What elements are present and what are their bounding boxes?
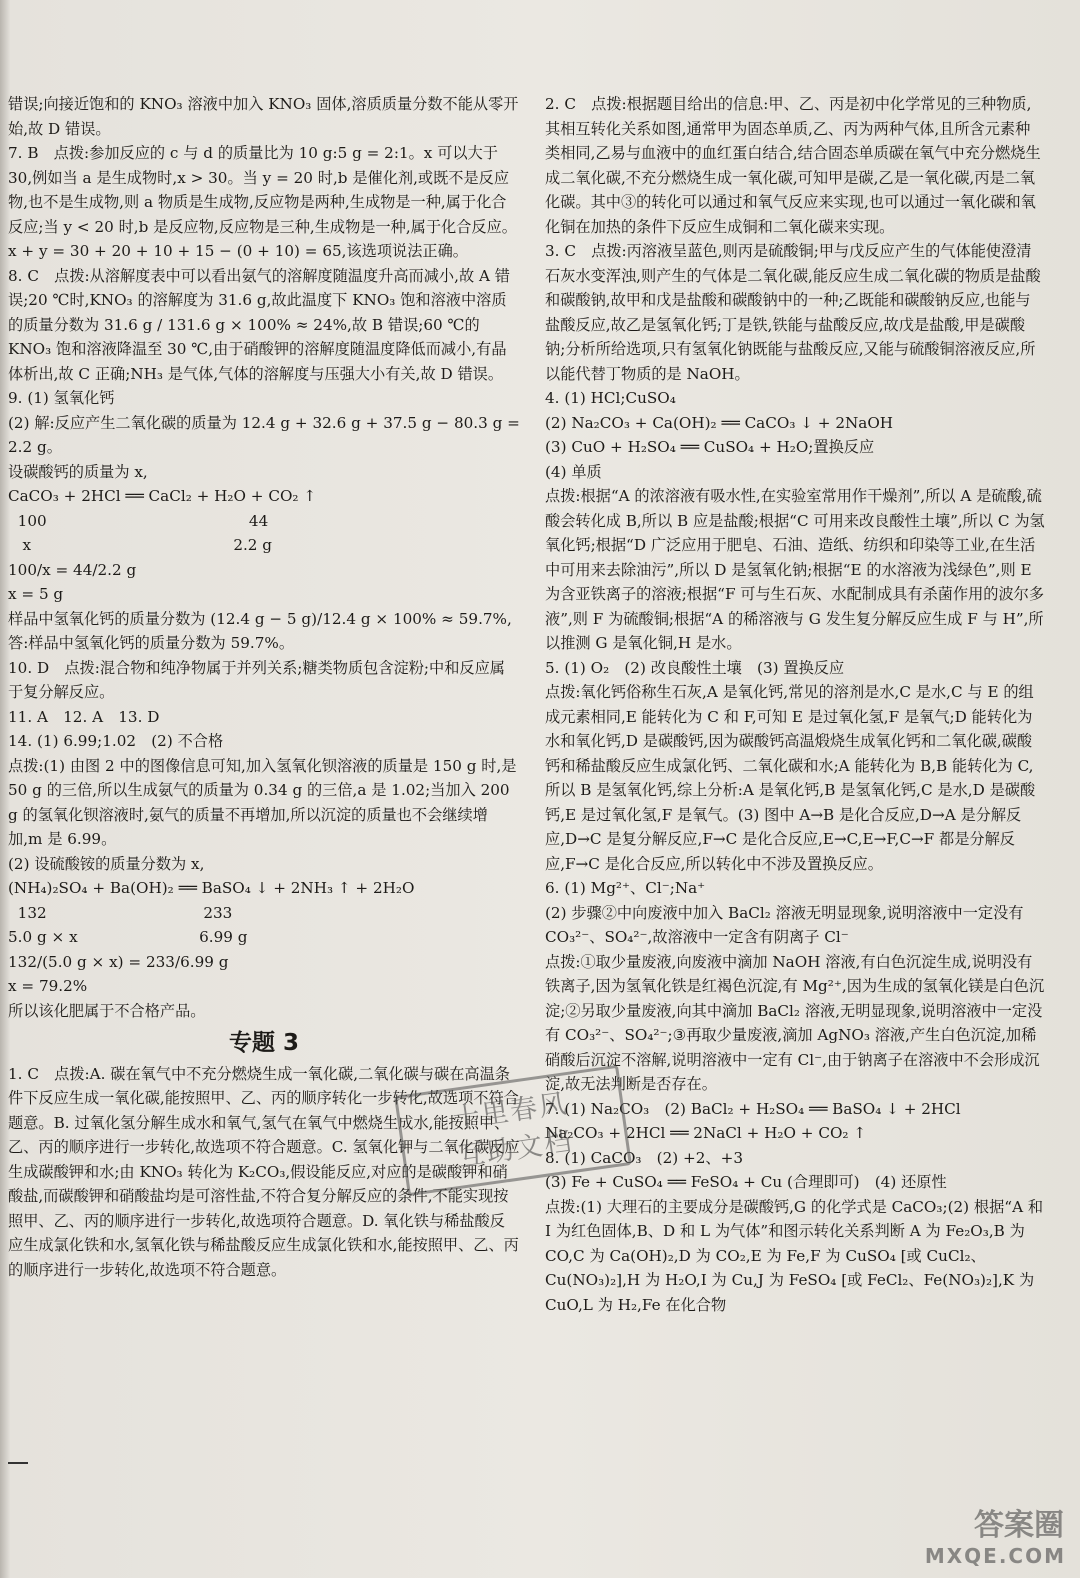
topic3-answer-4-3: (3) CuO + H₂SO₄ ══ CuSO₄ + H₂O;置换反应 [545, 438, 875, 456]
answer-9-conclusion: 答:样品中氢氧化钙的质量分数为 59.7%。 [8, 634, 295, 652]
footer-rule [8, 1462, 28, 1464]
answer-14: 14. (1) 6.99;1.02 (2) 不合格 [8, 732, 224, 750]
topic3-answer-8-3: (3) Fe + CuSO₄ ══ FeSO₄ + Cu (合理即可) (4) 还原性 [545, 1173, 947, 1191]
answer-9-2: (2) 解:反应产生二氧化碳的质量为 12.4 g + 32.6 g + 37.5 g − 80.3 g = 2.2 g。 [8, 413, 525, 456]
topic3-answer-4-1: 4. (1) HCl;CuSO₄ [545, 389, 676, 407]
x-result: x = 5 g [8, 585, 64, 603]
topic3-answer-8-hint: 点拨:(1) 大理石的主要成分是碳酸钙,G 的化学式是 CaCO₃;(2) 根据“A 和 I 为红色固体,B、D 和 L 为气体”和图示转化关系判断 A 为 Fe₂O₃,B 为 CO,C 为 Ca(OH)₂,D 为 CO₂,E 为 Fe,F 为 CuSO₄ [或 CuCl₂、Cu(NO₃)₂],H 为 H₂O,I 为 Cu,J 为 FeSO₄ [或 FeCl₂、Fe(NO₃)₂],K 为 CuO,L 为 H₂,Fe 在化合物 [545, 1197, 1048, 1314]
topic3-answer-6-2: (2) 步骤②中向废液中加入 BaCl₂ 溶液无明显现象,说明溶液中一定没有 CO₃²⁻、SO₄²⁻,故溶液中一定含有阴离子 Cl⁻ [545, 903, 1029, 946]
watermark-logo-icon: 答案圈 [974, 1508, 1064, 1543]
x-result-ammonium: x = 79.2% [8, 977, 88, 995]
equation-ratio-top: 100 44 [8, 511, 269, 530]
equation-ammonium: (NH₄)₂SO₄ + Ba(OH)₂ ══ BaSO₄ ↓ + 2NH₃ ↑ + 2H₂O [8, 879, 415, 897]
stamp-line-2: 互助文档 [455, 1125, 576, 1173]
topic3-answer-2: 2. C 点拨:根据题目给出的信息:甲、乙、丙是初中化学常见的三种物质,其相互转化关系如图,通常甲为固态单质,乙、丙为两种气体,且所含元素种类相同,乙易与血液中的血红蛋白结合,结合固态单质碳在氧气中充分燃烧生成二氧化碳,不充分燃烧生成一氧化碳,可知甲是碳,乙是一氧化碳,丙是二氧化碳。其中③的转化可以通过和氧气反应来实现,也可以通过一氧化碳和氧化铜在加热的条件下反应生成铜和二氧化碳来实现。 [545, 95, 1041, 236]
topic3-answer-4-hint: 点拨:根据“A 的浓溶液有吸水性,在实验室常用作干燥剂”,所以 A 是硫酸,硫酸会转化成 B,所以 B 应是盐酸;根据“C 可用来改良酸性土壤”,所以 C 为氢氧化钙;根据“D 广泛应用于肥皂、石油、造纸、纺织和印染等工业,在生活中可用来去除油污”,所以 D 是氢氧化钠;根据“E 的水溶液为浅绿色”,则 E 为含亚铁离子的溶液;根据“F 可与生石灰、水配制成具有杀菌作用的波尔多液”,则 F 为硫酸铜;根据“A 的稀溶液与 G 发生复分解反应生成 F 与 H”,所以推测 G 是氧化铜,H 是水。 [545, 487, 1045, 652]
topic3-answer-5-hint: 点拨:氧化钙俗称生石灰,A 是氧化钙,常见的溶剂是水,C 是水,C 与 E 的组成元素相同,E 能转化为 C 和 F,可知 E 是过氧化氢,F 是氧气;D 能转化为水和氧化钙,D 是碳酸钙,因为碳酸钙高温煅烧生成氧化钙和二氧化碳,碳酸钙和稀盐酸反应生成氯化钙、二氧化碳和水;A 能转化为 B,B 能转化为 C,所以 B 是氢氧化钙,综上分析:A 是氧化钙,B 是氢氧化钙,C 是水,D 是碳酸钙,E 是过氧化氢,F 是氧气。(3) 图中 A→B 是化合反应,D→A 是分解反应,D→C 是复分解反应,F→C 是化合反应,E→C,E→F,C→F 都是分解反应,F→C 是化合反应,所以转化中不涉及置换反应。 [545, 683, 1036, 873]
equation-caco3: CaCO₃ + 2HCl ══ CaCl₂ + H₂O + CO₂ ↑ [8, 487, 317, 505]
topic3-answer-1: 1. C 点拨:A. 碳在氧气中不充分燃烧生成一氧化碳,二氧化碳与碳在高温条件下反应生成一氧化碳,能按照甲、乙、丙的顺序转化一步转化,故选项不符合题意。B. 过氧化氢分解生成水和氧气,氢气在氧气中燃烧生成水,能按照甲、乙、丙的顺序进行一步转化,故选项不符合题意。C. 氢氧化钾与二氧化碳反应生成碳酸钾和水;由 KNO₃ 转化为 K₂CO₃,假设能反应,对应的是碳酸钾和硝酸盐,而碳酸钾和硝酸盐均是可溶性盐,不符合复分解反应的条件,不能实现按照甲、乙、丙的顺序进行一步转化,故选项符合题意。D. 氧化铁与稀盐酸反应生成氯化铁和水,氢氧化铁与稀盐酸反应生成氯化铁和水,能按照甲、乙、丙的顺序进行一步转化,故选项不符合题意。 [8, 1064, 520, 1279]
stamp-line-1: 十里春风 [450, 1087, 570, 1135]
mass-fraction: 样品中氢氧化钙的质量分数为 (12.4 g − 5 g)/12.4 g × 100% ≈ 59.7%, [8, 609, 512, 628]
section-title: 专题 3 [228, 1030, 299, 1056]
proportion: 100/x = 44/2.2 g [8, 560, 137, 579]
answers-11-13: 11. A 12. A 13. D [8, 707, 160, 726]
equation-ammonium-top: 132 233 [8, 903, 233, 922]
topic3-answer-4-4: (4) 单质 [545, 462, 602, 481]
answer-10: 10. D 点拨:混合物和纯净物属于并列关系;糖类物质包含淀粉;中和反应属于复分解反应。 [8, 658, 505, 701]
left-para-0: 错误;向接近饱和的 KNO₃ 溶液中加入 KNO₃ 固体,溶质质量分数不能从零开始,故 D 错误。 [8, 95, 519, 138]
answer-9-set: 设碳酸钙的质量为 x, [8, 462, 148, 481]
equation-ratio-bottom: x 2.2 g [8, 536, 273, 554]
topic3-answer-8: 8. (1) CaCO₃ (2) +2、+3 [545, 1148, 743, 1167]
topic3-answer-5: 5. (1) O₂ (2) 改良酸性土壤 (3) 置换反应 [545, 658, 845, 677]
answer-9-1: 9. (1) 氢氧化钙 [8, 389, 115, 407]
topic3-answer-6-1: 6. (1) Mg²⁺、Cl⁻;Na⁺ [545, 879, 706, 897]
topic3-answer-7-eq: Na₂CO₃ + 2HCl ══ 2NaCl + H₂O + CO₂ ↑ [545, 1124, 867, 1142]
answer-8: 8. C 点拨:从溶解度表中可以看出氨气的溶解度随温度升高而减小,故 A 错误;20 ℃时,KNO₃ 的溶解度为 31.6 g,故此温度下 KNO₃ 饱和溶液中溶质的质量分数为 31.6 g / 131.6 g × 100% ≈ 24%,故 B 错误;60 ℃的 KNO₃ 饱和溶液降温至 30 ℃,由于硝酸钾的溶解度随温度降低而减小,有晶体析出,故 C 正确;NH₃ 是气体,气体的溶解度与压强大小有关,故 D 错误。 [8, 266, 510, 383]
topic3-answer-4-2: (2) Na₂CO₃ + Ca(OH)₂ ══ CaCO₃ ↓ + 2NaOH [545, 413, 894, 432]
answer-14-conclusion: 所以该化肥属于不合格产品。 [8, 1001, 206, 1020]
answer-7: 7. B 点拨:参加反应的 c 与 d 的质量比为 10 g:5 g = 2:1。x 可以大于 30,例如当 a 是生成物时,x > 30。当 y = 20 时,b 是催化剂,或既不是反应物,也不是生成物,则 a 物质是生成物,反应物是两种,生成物是一种,属于化合反应;当 y < 20 时,b 是反应物,反应物是三种,生成物是一种,属于化合反应。x + y = 30 + 20 + 10 + 15 − (0 + 10) = 65,该选项说法正确。 [8, 144, 517, 260]
proportion-ammonium: 132/(5.0 g × x) = 233/6.99 g [8, 952, 229, 971]
topic3-answer-3: 3. C 点拨:丙溶液呈蓝色,则丙是硫酸铜;甲与戊反应产生的气体能使澄清石灰水变浑浊,则产生的气体是二氧化碳,能反应生成二氧化碳的物质是盐酸和碳酸钠,故甲和戊是盐酸和碳酸钠中的一种;乙既能和碳酸钠反应,也能与盐酸反应,故乙是氢氧化钙;丁是铁,铁能与盐酸反应,故戊是盐酸,甲是碳酸钠;分析所给选项,只有氢氧化钠既能与盐酸反应,又能与硫酸铜溶液反应,所以能代替丁物质的是 NaOH。 [545, 242, 1041, 383]
equation-ammonium-bottom: 5.0 g × x 6.99 g [8, 928, 248, 946]
topic3-answer-7: 7. (1) Na₂CO₃ (2) BaCl₂ + H₂SO₄ ══ BaSO₄ ↓ + 2HCl [545, 1099, 961, 1118]
topic3-answer-6-hint: 点拨:①取少量废液,向废液中滴加 NaOH 溶液,有白色沉淀生成,说明没有铁离子,因为氢氧化铁是红褐色沉淀,有 Mg²⁺,因为生成的氢氧化镁是白色沉淀;②另取少量废液,向其中滴加 BaCl₂ 溶液,无明显现象,说明溶液中一定没有 CO₃²⁻、SO₄²⁻;③再取少量废液,滴加 AgNO₃ 溶液,产生白色沉淀,加稀硝酸后沉淀不溶解,说明溶液中一定有 Cl⁻,由于钠离子在溶液中不会形成沉淀,故无法判断是否存在。 [545, 952, 1045, 1093]
answer-14-hint: 点拨:(1) 由图 2 中的图像信息可知,加入氢氧化钡溶液的质量是 150 g 时,是 50 g 的三倍,所以生成氨气的质量为 0.34 g 的三倍,a 是 1.02;当加入 200 g 的氢氧化钡溶液时,氨气的质量不再增加,所以沉淀的质量也不会继续增加,m 是 6.99。 [8, 756, 522, 848]
answer-14-2: (2) 设硫酸铵的质量分数为 x, [8, 854, 205, 873]
watermark-url: MXQE.COM [924, 1544, 1066, 1568]
